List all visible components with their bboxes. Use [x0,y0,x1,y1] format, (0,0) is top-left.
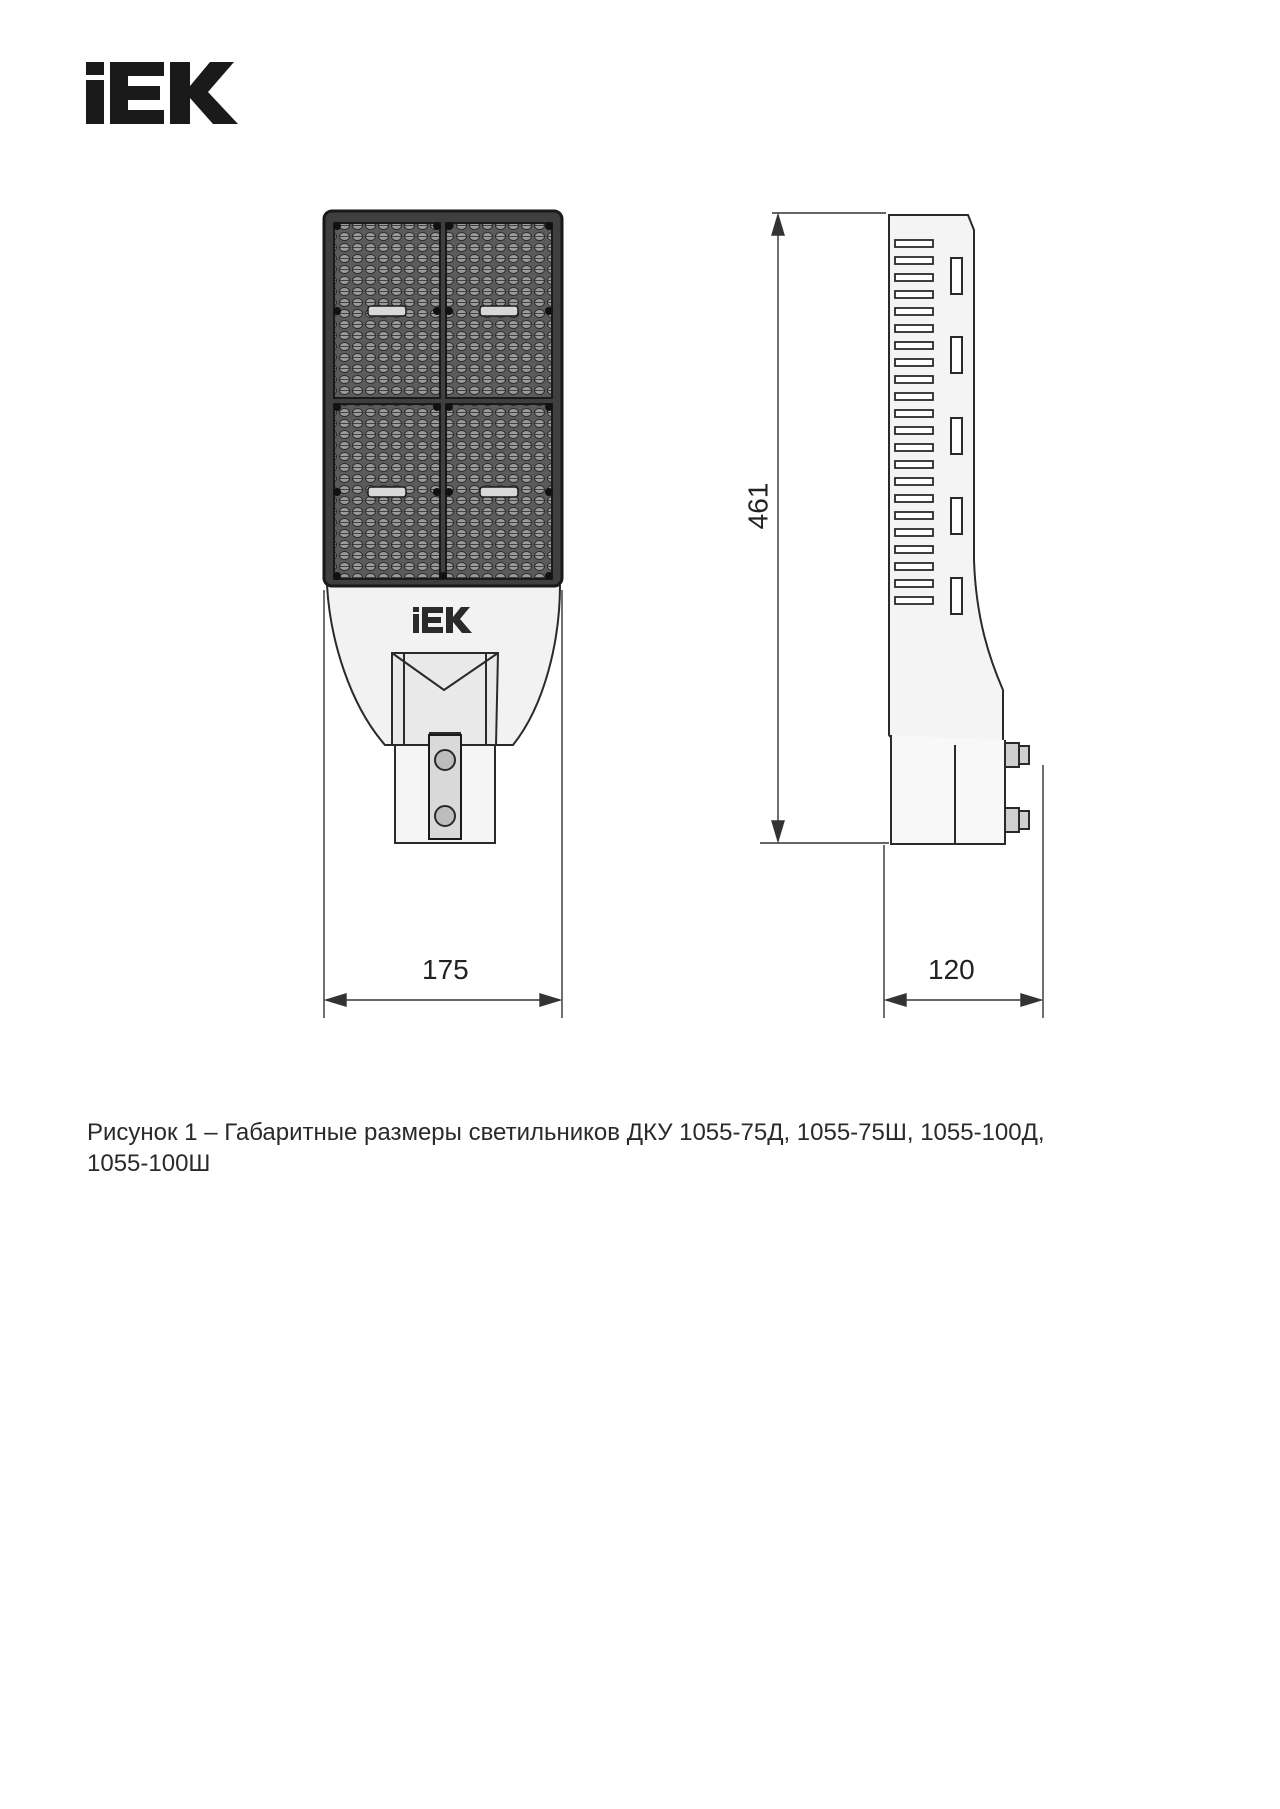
figure-caption [87,1117,1187,1179]
width-dimension-label: 175 [422,954,469,985]
caption-line-2: 1055-100Ш [87,1150,211,1177]
front-view [324,211,562,843]
depth-dimension-label: 120 [928,954,975,985]
height-dimension-label: 461 [742,482,774,530]
caption-line-1: Рисунок 1 – Габаритные размеры светильников ДКУ 1055-75Д, 1055-75Ш, 1055-100Д, [87,1119,1045,1146]
side-view [889,215,1029,844]
